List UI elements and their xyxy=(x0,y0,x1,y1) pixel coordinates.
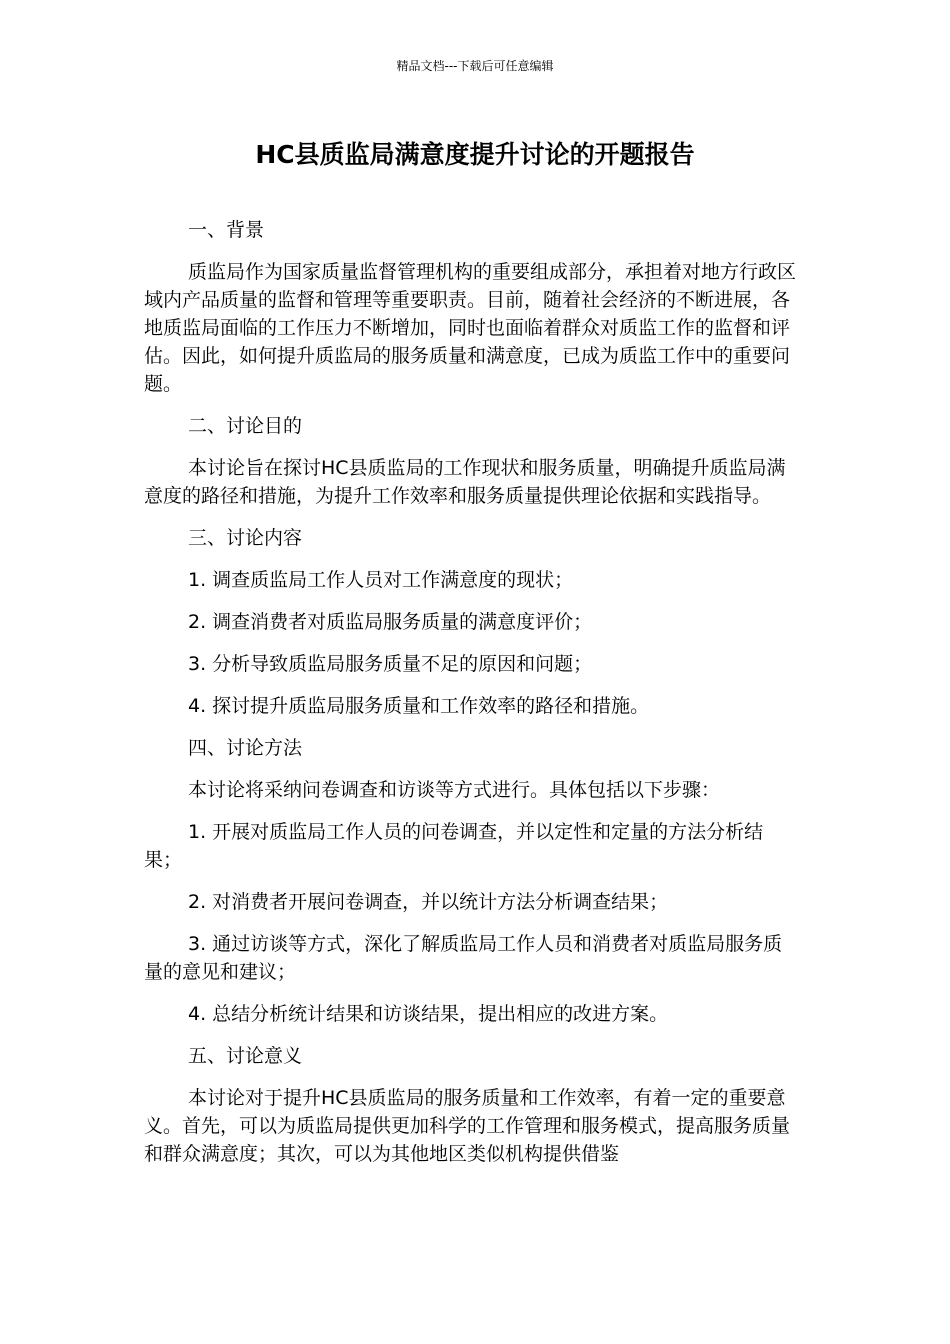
paragraph-method-intro: 本讨论将采纳问卷调查和访谈等方式进行。具体包括以下步骤： xyxy=(188,779,721,801)
section-heading-method: 四、讨论方法 xyxy=(188,737,303,759)
section-heading-background: 一、背景 xyxy=(188,219,265,241)
list-item: 3. 通过访谈等方式，深化了解质监局工作人员和消费者对质监局服务质量的意见和建议； xyxy=(144,933,783,983)
section-heading-purpose: 二、讨论目的 xyxy=(188,415,303,437)
page-header: 精品文档---下载后可任意编辑 xyxy=(396,59,554,73)
list-item: 4. 探讨提升质监局服务质量和工作效率的路径和措施。 xyxy=(188,695,650,717)
section-heading-significance: 五、讨论意义 xyxy=(188,1045,303,1067)
paragraph-background: 质监局作为国家质量监督管理机构的重要组成部分，承担着对地方行政区域内产品质量的监督和管理等重要职责。目前，随着社会经济的不断进展，各地质监局面临的工作压力不断增加，同时也面临着群众对质监工作的监督和评估。因此，如何提升质监局的服务质量和满意度，已成为质监工作中的重要问题。 xyxy=(144,261,797,395)
paragraph-purpose: 本讨论旨在探讨HC县质监局的工作现状和服务质量，明确提升质监局满意度的路径和措施，为提升工作效率和服务质量提供理论依据和实践指导。 xyxy=(144,457,786,507)
list-item: 1. 调查质监局工作人员对工作满意度的现状； xyxy=(188,569,574,591)
list-item: 2. 调查消费者对质监局服务质量的满意度评价； xyxy=(188,611,593,633)
document-title: HC县质监局满意度提升讨论的开题报告 xyxy=(255,140,695,169)
document-body xyxy=(144,216,796,1182)
list-item: 2. 对消费者开展问卷调查，并以统计方法分析调查结果； xyxy=(188,891,669,913)
list-item: 3. 分析导致质监局服务质量不足的原因和问题； xyxy=(188,653,593,675)
list-item: 1. 开展对质监局工作人员的问卷调查，并以定性和定量的方法分析结果； xyxy=(144,821,764,871)
list-item: 4. 总结分析统计结果和访谈结果，提出相应的改进方案。 xyxy=(188,1003,669,1025)
section-heading-content: 三、讨论内容 xyxy=(188,527,303,549)
paragraph-significance: 本讨论对于提升HC县质监局的服务质量和工作效率，有着一定的重要意义。首先，可以为质监局提供更加科学的工作管理和服务模式，提高服务质量和群众满意度；其次，可以为其他地区类似机构提供借鉴 xyxy=(144,1087,791,1165)
